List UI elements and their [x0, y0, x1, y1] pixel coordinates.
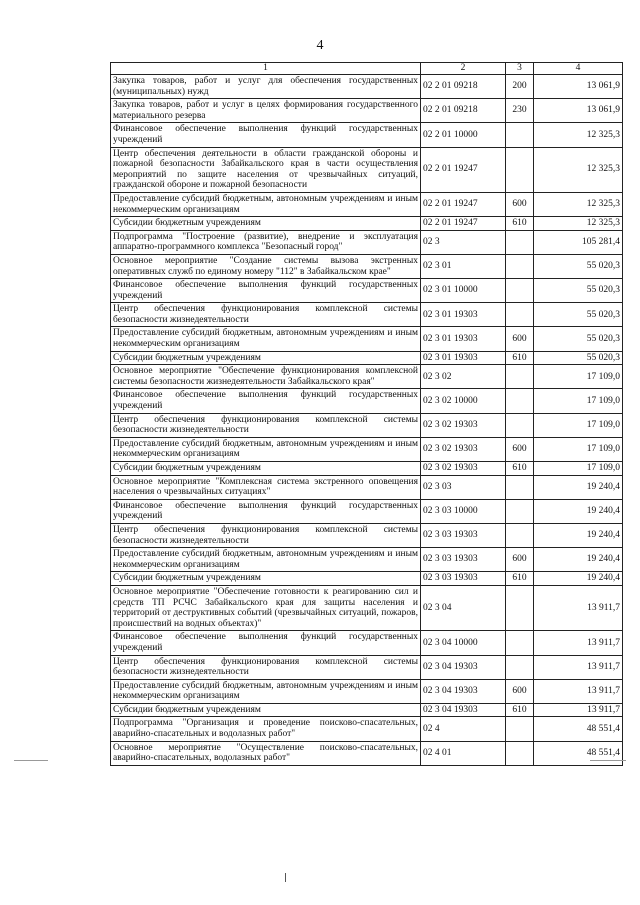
row-code: 02 3 03	[421, 475, 506, 499]
row-name: Основное мероприятие "Обеспечение функционирования комплексной системы безопасности жизнедеятельности Забайкальского края"	[111, 365, 421, 389]
row-vr: 610	[506, 217, 534, 231]
table-row	[111, 462, 623, 476]
table-row	[111, 413, 623, 437]
row-vr: 610	[506, 351, 534, 365]
table-row	[111, 585, 623, 630]
row-name: Предоставление субсидий бюджетным, автономным учреждениям и иным некоммерческим организациям	[111, 679, 421, 703]
row-name: Финансовое обеспечение выполнения функций государственных учреждений	[111, 389, 421, 413]
row-sum: 19 240,4	[534, 499, 623, 523]
row-sum: 13 911,7	[534, 631, 623, 655]
table-row	[111, 351, 623, 365]
header-col-vr: 3	[506, 63, 534, 75]
row-name: Центр обеспечения функционирования комплексной системы безопасности жизнедеятельности	[111, 413, 421, 437]
margin-mark	[14, 760, 48, 761]
row-sum: 19 240,4	[534, 475, 623, 499]
row-sum: 19 240,4	[534, 548, 623, 572]
row-vr	[506, 147, 534, 192]
row-code: 02 2 01 19247	[421, 192, 506, 216]
row-code: 02 3 04 10000	[421, 631, 506, 655]
table-row	[111, 572, 623, 586]
row-vr	[506, 254, 534, 278]
row-vr	[506, 123, 534, 147]
row-sum: 55 020,3	[534, 279, 623, 303]
page-number: 4	[316, 38, 324, 53]
row-code: 02 3 01 10000	[421, 279, 506, 303]
table-row	[111, 717, 623, 741]
row-sum: 13 911,7	[534, 585, 623, 630]
table-row	[111, 279, 623, 303]
row-name: Основное мероприятие "Обеспечение готовности к реагированию сил и средств ТП РСЧС Забайкальского края для защиты населения и территорий от деструктивных событий (чрезвычайных ситуаций, пожаров, происшествий на водных объектах)"	[111, 585, 421, 630]
row-code: 02 3 01 19303	[421, 327, 506, 351]
row-name: Основное мероприятие "Создание системы вызова экстренных оперативных служб по единому номеру "112" в Забайкальском крае"	[111, 254, 421, 278]
row-name: Центр обеспечения деятельности в области гражданской обороны и пожарной безопасности Забайкальского края в части осуществления мероприятий по защите населения от чрезвычайных ситуаций, гражданской обороне и пожарной безопасности	[111, 147, 421, 192]
table-row	[111, 655, 623, 679]
row-vr	[506, 475, 534, 499]
row-sum: 17 109,0	[534, 365, 623, 389]
row-vr	[506, 631, 534, 655]
row-vr	[506, 365, 534, 389]
row-vr	[506, 717, 534, 741]
table-row	[111, 230, 623, 254]
table-row	[111, 679, 623, 703]
row-sum: 12 325,3	[534, 147, 623, 192]
row-sum: 13 911,7	[534, 703, 623, 717]
row-sum: 17 109,0	[534, 413, 623, 437]
row-name: Субсидии бюджетным учреждениям	[111, 217, 421, 231]
row-sum: 55 020,3	[534, 327, 623, 351]
table-row	[111, 123, 623, 147]
row-name: Закупка товаров, работ и услуг в целях формирования государственного материального резерва	[111, 99, 421, 123]
budget-table	[110, 62, 623, 766]
row-vr	[506, 741, 534, 765]
row-code: 02 3 02 19303	[421, 462, 506, 476]
row-name: Субсидии бюджетным учреждениям	[111, 351, 421, 365]
row-code: 02 3 04 19303	[421, 679, 506, 703]
row-vr: 610	[506, 703, 534, 717]
row-vr: 600	[506, 437, 534, 461]
row-sum: 13 911,7	[534, 679, 623, 703]
row-vr	[506, 585, 534, 630]
row-name: Финансовое обеспечение выполнения функций государственных учреждений	[111, 631, 421, 655]
row-name: Предоставление субсидий бюджетным, автономным учреждениям и иным некоммерческим организациям	[111, 548, 421, 572]
row-vr	[506, 655, 534, 679]
row-name: Основное мероприятие "Осуществление поисково-спасательных, аварийно-спасательных, водолазных работ"	[111, 741, 421, 765]
row-vr	[506, 230, 534, 254]
row-code: 02 4 01	[421, 741, 506, 765]
row-code: 02 3 02	[421, 365, 506, 389]
row-name: Предоставление субсидий бюджетным, автономным учреждениям и иным некоммерческим организациям	[111, 327, 421, 351]
row-name: Закупка товаров, работ и услуг для обеспечения государственных (муниципальных) нужд	[111, 75, 421, 99]
table-row	[111, 192, 623, 216]
row-vr: 600	[506, 548, 534, 572]
table-row	[111, 254, 623, 278]
row-vr: 610	[506, 462, 534, 476]
table-header	[111, 63, 623, 75]
table-row	[111, 631, 623, 655]
row-sum: 17 109,0	[534, 462, 623, 476]
row-name: Центр обеспечения функционирования комплексной системы безопасности жизнедеятельности	[111, 655, 421, 679]
row-name: Финансовое обеспечение выполнения функций государственных учреждений	[111, 499, 421, 523]
row-code: 02 3 01	[421, 254, 506, 278]
footer-mark	[285, 873, 286, 882]
margin-mark	[590, 760, 626, 761]
row-name: Субсидии бюджетным учреждениям	[111, 572, 421, 586]
header-col-name: 1	[111, 63, 421, 75]
table-row	[111, 437, 623, 461]
row-sum: 55 020,3	[534, 254, 623, 278]
table-row	[111, 703, 623, 717]
row-sum: 17 109,0	[534, 437, 623, 461]
row-code: 02 3	[421, 230, 506, 254]
row-code: 02 3 04 19303	[421, 655, 506, 679]
row-code: 02 3 04 19303	[421, 703, 506, 717]
row-vr	[506, 279, 534, 303]
table-row	[111, 99, 623, 123]
table-row	[111, 217, 623, 231]
table-row	[111, 327, 623, 351]
row-sum: 48 551,4	[534, 741, 623, 765]
row-code: 02 3 03 19303	[421, 572, 506, 586]
row-sum: 55 020,3	[534, 351, 623, 365]
row-vr: 230	[506, 99, 534, 123]
header-col-code: 2	[421, 63, 506, 75]
row-sum: 19 240,4	[534, 572, 623, 586]
row-sum: 55 020,3	[534, 303, 623, 327]
row-sum: 13 061,9	[534, 99, 623, 123]
row-sum: 19 240,4	[534, 523, 623, 547]
row-vr: 600	[506, 327, 534, 351]
table-row	[111, 523, 623, 547]
table-row	[111, 475, 623, 499]
row-code: 02 3 02 19303	[421, 437, 506, 461]
row-code: 02 2 01 19247	[421, 217, 506, 231]
row-vr: 200	[506, 75, 534, 99]
table-body	[111, 75, 623, 766]
row-sum: 13 911,7	[534, 655, 623, 679]
row-vr: 600	[506, 192, 534, 216]
row-name: Центр обеспечения функционирования комплексной системы безопасности жизнедеятельности	[111, 523, 421, 547]
row-sum: 13 061,9	[534, 75, 623, 99]
row-name: Подпрограмма "Построение (развитие), внедрение и эксплуатация аппаратно-программного комплекса "Безопасный город"	[111, 230, 421, 254]
row-name: Предоставление субсидий бюджетным, автономным учреждениям и иным некоммерческим организациям	[111, 437, 421, 461]
row-code: 02 3 03 19303	[421, 548, 506, 572]
row-code: 02 2 01 09218	[421, 75, 506, 99]
row-code: 02 3 02 19303	[421, 413, 506, 437]
row-sum: 12 325,3	[534, 217, 623, 231]
table-row	[111, 499, 623, 523]
row-code: 02 2 01 09218	[421, 99, 506, 123]
row-sum: 12 325,3	[534, 123, 623, 147]
row-name: Субсидии бюджетным учреждениям	[111, 703, 421, 717]
row-name: Центр обеспечения функционирования комплексной системы безопасности жизнедеятельности	[111, 303, 421, 327]
table-row	[111, 741, 623, 765]
table-row	[111, 389, 623, 413]
table-row	[111, 365, 623, 389]
row-name: Финансовое обеспечение выполнения функций государственных учреждений	[111, 279, 421, 303]
row-name: Основное мероприятие "Комплексная система экстренного оповещения населения о чрезвычайных ситуациях"	[111, 475, 421, 499]
table-row	[111, 548, 623, 572]
row-code: 02 3 04	[421, 585, 506, 630]
header-col-sum: 4	[534, 63, 623, 75]
row-code: 02 3 02 10000	[421, 389, 506, 413]
row-code: 02 2 01 10000	[421, 123, 506, 147]
row-code: 02 3 01 19303	[421, 351, 506, 365]
row-code: 02 2 01 19247	[421, 147, 506, 192]
header-row	[111, 63, 623, 75]
table-row	[111, 147, 623, 192]
row-code: 02 3 03 19303	[421, 523, 506, 547]
row-vr	[506, 413, 534, 437]
row-code: 02 4	[421, 717, 506, 741]
row-sum: 105 281,4	[534, 230, 623, 254]
row-name: Финансовое обеспечение выполнения функций государственных учреждений	[111, 123, 421, 147]
row-sum: 17 109,0	[534, 389, 623, 413]
row-vr	[506, 499, 534, 523]
table-row	[111, 75, 623, 99]
row-code: 02 3 01 19303	[421, 303, 506, 327]
row-vr	[506, 523, 534, 547]
table-row	[111, 303, 623, 327]
row-code: 02 3 03 10000	[421, 499, 506, 523]
row-name: Субсидии бюджетным учреждениям	[111, 462, 421, 476]
row-vr: 600	[506, 679, 534, 703]
row-name: Предоставление субсидий бюджетным, автономным учреждениям и иным некоммерческим организациям	[111, 192, 421, 216]
row-vr: 610	[506, 572, 534, 586]
row-name: Подпрограмма "Организация и проведение поисково-спасательных, аварийно-спасательных и водолазных работ"	[111, 717, 421, 741]
row-vr	[506, 389, 534, 413]
row-sum: 12 325,3	[534, 192, 623, 216]
row-vr	[506, 303, 534, 327]
row-sum: 48 551,4	[534, 717, 623, 741]
